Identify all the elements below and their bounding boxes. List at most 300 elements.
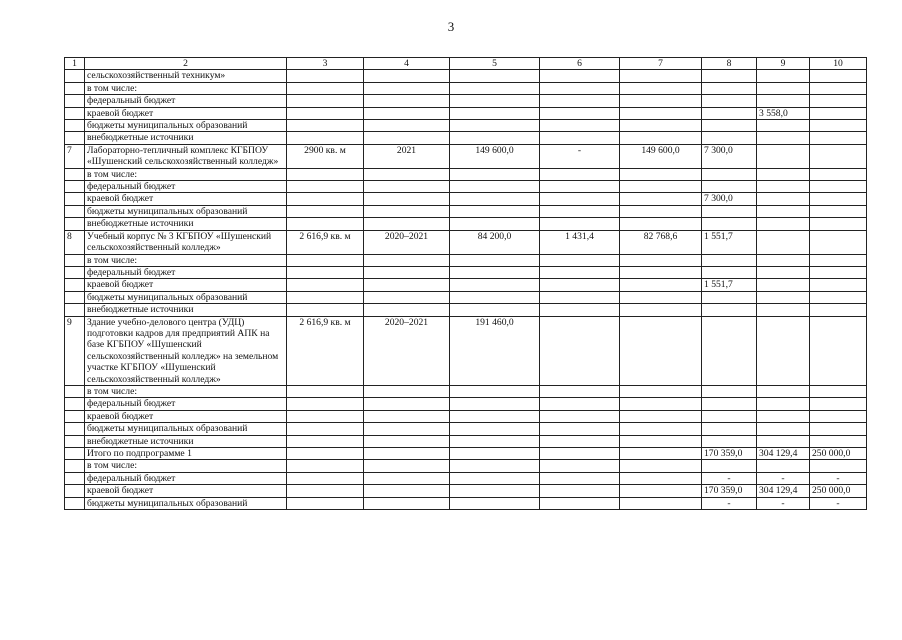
value-cell-col-8 xyxy=(702,70,757,82)
value-cell-col-3 xyxy=(287,70,364,82)
item-number-cell xyxy=(65,266,85,278)
value-cell-col-5 xyxy=(450,107,540,119)
value-cell-col-10 xyxy=(810,279,867,291)
value-cell-col-9 xyxy=(757,70,810,82)
item-name-cell: внебюджетные источники xyxy=(85,304,287,316)
value-cell-col-6 xyxy=(540,168,620,180)
item-number-cell: 8 xyxy=(65,230,85,254)
item-name-cell: Учебный корпус № 3 КГБПОУ «Шушенский сельскохозяйственный колледж» xyxy=(85,230,287,254)
item-number-cell xyxy=(65,181,85,193)
column-number-10: 10 xyxy=(810,58,867,70)
value-cell-col-6 xyxy=(540,205,620,217)
value-cell-col-9 xyxy=(757,82,810,94)
table-header-row xyxy=(65,58,867,70)
item-number-cell xyxy=(65,398,85,410)
item-name-cell: в том числе: xyxy=(85,385,287,397)
value-cell-col-8 xyxy=(702,460,757,472)
item-name-cell: в том числе: xyxy=(85,82,287,94)
value-cell-col-8 xyxy=(702,181,757,193)
value-cell-col-7 xyxy=(620,410,702,422)
column-number-7: 7 xyxy=(620,58,702,70)
value-cell-col-5 xyxy=(450,385,540,397)
value-cell-col-8 xyxy=(702,120,757,132)
table-row xyxy=(65,385,867,397)
page-number: 3 xyxy=(447,19,455,34)
table-row xyxy=(65,472,867,484)
value-cell-col-3 xyxy=(287,398,364,410)
value-cell-col-6 xyxy=(540,181,620,193)
item-name-cell: краевой бюджет xyxy=(85,279,287,291)
value-cell-col-7 xyxy=(620,304,702,316)
value-cell-col-3 xyxy=(287,181,364,193)
value-cell-col-10 xyxy=(810,168,867,180)
value-cell-col-4 xyxy=(364,254,450,266)
table-row xyxy=(65,398,867,410)
column-number-8: 8 xyxy=(702,58,757,70)
value-cell-col-7 xyxy=(620,82,702,94)
value-cell-col-5 xyxy=(450,448,540,460)
value-cell-col-8 xyxy=(702,205,757,217)
value-cell-col-5 xyxy=(450,472,540,484)
value-cell-col-3 xyxy=(287,120,364,132)
value-cell-col-9 xyxy=(757,230,810,254)
value-cell-col-10 xyxy=(810,120,867,132)
value-cell-col-3 xyxy=(287,218,364,230)
value-cell-col-4 xyxy=(364,205,450,217)
value-cell-col-10 xyxy=(810,230,867,254)
value-cell-col-6 xyxy=(540,279,620,291)
table-row xyxy=(65,181,867,193)
value-cell-col-9 xyxy=(757,181,810,193)
value-cell-col-9 xyxy=(757,218,810,230)
value-cell-col-6 xyxy=(540,398,620,410)
value-cell-col-5 xyxy=(450,82,540,94)
value-cell-col-4 xyxy=(364,70,450,82)
value-cell-col-7 xyxy=(620,460,702,472)
item-number-cell xyxy=(65,291,85,303)
value-cell-col-5: 191 460,0 xyxy=(450,316,540,385)
value-cell-col-9 xyxy=(757,254,810,266)
item-number-cell xyxy=(65,193,85,205)
value-cell-col-5 xyxy=(450,423,540,435)
item-name-cell: Лабораторно-тепличный комплекс КГБПОУ «Шушенский сельскохозяйственный колледж» xyxy=(85,144,287,168)
value-cell-col-8 xyxy=(702,95,757,107)
value-cell-col-9 xyxy=(757,304,810,316)
value-cell-col-7 xyxy=(620,316,702,385)
table-row xyxy=(65,107,867,119)
item-name-cell: краевой бюджет xyxy=(85,410,287,422)
value-cell-col-10 xyxy=(810,410,867,422)
value-cell-col-7 xyxy=(620,385,702,397)
column-number-5: 5 xyxy=(450,58,540,70)
item-name-cell: краевой бюджет xyxy=(85,193,287,205)
value-cell-col-8 xyxy=(702,385,757,397)
value-cell-col-9: 304 129,4 xyxy=(757,485,810,497)
value-cell-col-8 xyxy=(702,398,757,410)
item-name-cell: Итого по подпрограмме 1 xyxy=(85,448,287,460)
value-cell-col-6 xyxy=(540,448,620,460)
item-number-cell xyxy=(65,423,85,435)
value-cell-col-5 xyxy=(450,304,540,316)
value-cell-col-5 xyxy=(450,132,540,144)
value-cell-col-10: 250 000,0 xyxy=(810,485,867,497)
value-cell-col-4 xyxy=(364,266,450,278)
value-cell-col-5 xyxy=(450,291,540,303)
value-cell-col-10: 250 000,0 xyxy=(810,448,867,460)
item-name-cell: бюджеты муниципальных образований xyxy=(85,120,287,132)
item-name-cell: федеральный бюджет xyxy=(85,181,287,193)
value-cell-col-3 xyxy=(287,435,364,447)
item-number-cell xyxy=(65,120,85,132)
value-cell-col-3 xyxy=(287,266,364,278)
value-cell-col-7 xyxy=(620,107,702,119)
value-cell-col-9 xyxy=(757,423,810,435)
value-cell-col-5 xyxy=(450,218,540,230)
item-name-cell: федеральный бюджет xyxy=(85,472,287,484)
value-cell-col-10 xyxy=(810,304,867,316)
table-row xyxy=(65,460,867,472)
item-number-cell xyxy=(65,304,85,316)
item-number-cell xyxy=(65,70,85,82)
value-cell-col-5: 84 200,0 xyxy=(450,230,540,254)
value-cell-col-6 xyxy=(540,304,620,316)
value-cell-col-7 xyxy=(620,95,702,107)
item-name-cell: бюджеты муниципальных образований xyxy=(85,205,287,217)
table-row xyxy=(65,193,867,205)
value-cell-col-6 xyxy=(540,120,620,132)
value-cell-col-4 xyxy=(364,168,450,180)
item-name-cell: в том числе: xyxy=(85,168,287,180)
item-name-cell: краевой бюджет xyxy=(85,485,287,497)
value-cell-col-9 xyxy=(757,279,810,291)
value-cell-col-10 xyxy=(810,144,867,168)
table-row xyxy=(65,410,867,422)
value-cell-col-3 xyxy=(287,205,364,217)
value-cell-col-10: - xyxy=(810,472,867,484)
value-cell-col-7 xyxy=(620,435,702,447)
value-cell-col-10 xyxy=(810,460,867,472)
value-cell-col-3 xyxy=(287,460,364,472)
value-cell-col-4 xyxy=(364,132,450,144)
value-cell-col-4 xyxy=(364,398,450,410)
value-cell-col-3 xyxy=(287,485,364,497)
value-cell-col-8: - xyxy=(702,497,757,509)
value-cell-col-6 xyxy=(540,410,620,422)
value-cell-col-9 xyxy=(757,291,810,303)
value-cell-col-8 xyxy=(702,291,757,303)
value-cell-col-7 xyxy=(620,120,702,132)
value-cell-col-4 xyxy=(364,435,450,447)
value-cell-col-6 xyxy=(540,107,620,119)
value-cell-col-8: 170 359,0 xyxy=(702,448,757,460)
value-cell-col-4 xyxy=(364,410,450,422)
item-number-cell xyxy=(65,485,85,497)
value-cell-col-6: - xyxy=(540,144,620,168)
value-cell-col-4: 2020–2021 xyxy=(364,230,450,254)
table-row xyxy=(65,82,867,94)
value-cell-col-8: 7 300,0 xyxy=(702,144,757,168)
value-cell-col-9 xyxy=(757,385,810,397)
value-cell-col-4 xyxy=(364,472,450,484)
value-cell-col-8 xyxy=(702,107,757,119)
value-cell-col-6 xyxy=(540,70,620,82)
item-number-cell: 9 xyxy=(65,316,85,385)
value-cell-col-5 xyxy=(450,398,540,410)
value-cell-col-7: 149 600,0 xyxy=(620,144,702,168)
value-cell-col-6 xyxy=(540,385,620,397)
value-cell-col-3 xyxy=(287,107,364,119)
value-cell-col-9 xyxy=(757,205,810,217)
value-cell-col-4 xyxy=(364,423,450,435)
budget-table xyxy=(64,57,867,510)
value-cell-col-7 xyxy=(620,254,702,266)
item-name-cell: в том числе: xyxy=(85,254,287,266)
value-cell-col-3 xyxy=(287,132,364,144)
value-cell-col-9: - xyxy=(757,472,810,484)
value-cell-col-10 xyxy=(810,95,867,107)
column-number-4: 4 xyxy=(364,58,450,70)
value-cell-col-7 xyxy=(620,472,702,484)
value-cell-col-3 xyxy=(287,279,364,291)
value-cell-col-7 xyxy=(620,279,702,291)
value-cell-col-7 xyxy=(620,218,702,230)
value-cell-col-8: - xyxy=(702,472,757,484)
item-number-cell xyxy=(65,82,85,94)
table-row xyxy=(65,132,867,144)
item-number-cell xyxy=(65,95,85,107)
value-cell-col-8: 1 551,7 xyxy=(702,279,757,291)
item-number-cell xyxy=(65,448,85,460)
value-cell-col-5 xyxy=(450,181,540,193)
value-cell-col-4 xyxy=(364,460,450,472)
value-cell-col-6 xyxy=(540,460,620,472)
table-row xyxy=(65,304,867,316)
value-cell-col-5 xyxy=(450,254,540,266)
item-name-cell: внебюджетные источники xyxy=(85,132,287,144)
table-row xyxy=(65,144,867,168)
table-row xyxy=(65,435,867,447)
table-row xyxy=(65,120,867,132)
item-name-cell: в том числе: xyxy=(85,460,287,472)
value-cell-col-7 xyxy=(620,291,702,303)
table-row xyxy=(65,205,867,217)
item-number-cell xyxy=(65,132,85,144)
value-cell-col-3: 2900 кв. м xyxy=(287,144,364,168)
value-cell-col-6 xyxy=(540,254,620,266)
value-cell-col-10 xyxy=(810,316,867,385)
item-name-cell: сельскохозяйственный техникум» xyxy=(85,70,287,82)
value-cell-col-9 xyxy=(757,95,810,107)
value-cell-col-5 xyxy=(450,266,540,278)
value-cell-col-3 xyxy=(287,385,364,397)
value-cell-col-5 xyxy=(450,70,540,82)
table-row xyxy=(65,70,867,82)
value-cell-col-9: 304 129,4 xyxy=(757,448,810,460)
value-cell-col-6 xyxy=(540,132,620,144)
value-cell-col-3 xyxy=(287,423,364,435)
value-cell-col-6 xyxy=(540,472,620,484)
value-cell-col-9 xyxy=(757,460,810,472)
value-cell-col-3 xyxy=(287,304,364,316)
column-number-9: 9 xyxy=(757,58,810,70)
value-cell-col-4 xyxy=(364,120,450,132)
value-cell-col-8 xyxy=(702,168,757,180)
item-number-cell xyxy=(65,205,85,217)
value-cell-col-10 xyxy=(810,193,867,205)
table-row xyxy=(65,497,867,509)
value-cell-col-10 xyxy=(810,266,867,278)
value-cell-col-10 xyxy=(810,70,867,82)
value-cell-col-3 xyxy=(287,472,364,484)
table-row xyxy=(65,485,867,497)
value-cell-col-6 xyxy=(540,316,620,385)
value-cell-col-4: 2020–2021 xyxy=(364,316,450,385)
value-cell-col-10: - xyxy=(810,497,867,509)
value-cell-col-4 xyxy=(364,218,450,230)
value-cell-col-6 xyxy=(540,291,620,303)
value-cell-col-5 xyxy=(450,435,540,447)
value-cell-col-9 xyxy=(757,316,810,385)
column-number-2: 2 xyxy=(85,58,287,70)
item-name-cell: федеральный бюджет xyxy=(85,95,287,107)
value-cell-col-9: 3 558,0 xyxy=(757,107,810,119)
value-cell-col-3 xyxy=(287,95,364,107)
value-cell-col-4: 2021 xyxy=(364,144,450,168)
item-number-cell xyxy=(65,107,85,119)
value-cell-col-7 xyxy=(620,132,702,144)
item-number-cell: 7 xyxy=(65,144,85,168)
value-cell-col-9 xyxy=(757,398,810,410)
value-cell-col-6 xyxy=(540,218,620,230)
value-cell-col-7 xyxy=(620,423,702,435)
table-row xyxy=(65,218,867,230)
value-cell-col-5 xyxy=(450,279,540,291)
value-cell-col-9 xyxy=(757,120,810,132)
value-cell-col-10 xyxy=(810,205,867,217)
value-cell-col-7 xyxy=(620,485,702,497)
value-cell-col-4 xyxy=(364,497,450,509)
value-cell-col-10 xyxy=(810,435,867,447)
value-cell-col-8: 170 359,0 xyxy=(702,485,757,497)
value-cell-col-7 xyxy=(620,70,702,82)
item-number-cell xyxy=(65,410,85,422)
value-cell-col-5: 149 600,0 xyxy=(450,144,540,168)
value-cell-col-9 xyxy=(757,410,810,422)
value-cell-col-5 xyxy=(450,120,540,132)
value-cell-col-4 xyxy=(364,95,450,107)
item-number-cell xyxy=(65,279,85,291)
value-cell-col-5 xyxy=(450,168,540,180)
value-cell-col-6 xyxy=(540,266,620,278)
value-cell-col-7 xyxy=(620,497,702,509)
item-number-cell xyxy=(65,435,85,447)
table-row xyxy=(65,168,867,180)
item-name-cell: внебюджетные источники xyxy=(85,218,287,230)
value-cell-col-3 xyxy=(287,497,364,509)
value-cell-col-3 xyxy=(287,168,364,180)
value-cell-col-3 xyxy=(287,291,364,303)
value-cell-col-5 xyxy=(450,497,540,509)
value-cell-col-7 xyxy=(620,168,702,180)
value-cell-col-3 xyxy=(287,410,364,422)
value-cell-col-8 xyxy=(702,304,757,316)
value-cell-col-8 xyxy=(702,266,757,278)
value-cell-col-4 xyxy=(364,279,450,291)
table-row xyxy=(65,448,867,460)
value-cell-col-8 xyxy=(702,254,757,266)
item-name-cell: бюджеты муниципальных образований xyxy=(85,423,287,435)
value-cell-col-9 xyxy=(757,144,810,168)
item-number-cell xyxy=(65,472,85,484)
column-number-1: 1 xyxy=(65,58,85,70)
item-number-cell xyxy=(65,460,85,472)
column-number-3: 3 xyxy=(287,58,364,70)
column-number-6: 6 xyxy=(540,58,620,70)
value-cell-col-6: 1 431,4 xyxy=(540,230,620,254)
value-cell-col-7 xyxy=(620,398,702,410)
value-cell-col-3: 2 616,9 кв. м xyxy=(287,316,364,385)
value-cell-col-6 xyxy=(540,193,620,205)
value-cell-col-9 xyxy=(757,435,810,447)
value-cell-col-9 xyxy=(757,132,810,144)
value-cell-col-7 xyxy=(620,193,702,205)
table-row xyxy=(65,423,867,435)
value-cell-col-7 xyxy=(620,266,702,278)
value-cell-col-5 xyxy=(450,95,540,107)
value-cell-col-5 xyxy=(450,460,540,472)
value-cell-col-10 xyxy=(810,423,867,435)
item-name-cell: внебюджетные источники xyxy=(85,435,287,447)
value-cell-col-7 xyxy=(620,205,702,217)
value-cell-col-5 xyxy=(450,485,540,497)
value-cell-col-8 xyxy=(702,218,757,230)
value-cell-col-6 xyxy=(540,82,620,94)
value-cell-col-8 xyxy=(702,423,757,435)
value-cell-col-3 xyxy=(287,448,364,460)
table-row xyxy=(65,230,867,254)
item-number-cell xyxy=(65,168,85,180)
value-cell-col-10 xyxy=(810,82,867,94)
value-cell-col-8 xyxy=(702,435,757,447)
value-cell-col-4 xyxy=(364,448,450,460)
value-cell-col-3 xyxy=(287,254,364,266)
value-cell-col-6 xyxy=(540,435,620,447)
table-row xyxy=(65,291,867,303)
value-cell-col-9: - xyxy=(757,497,810,509)
value-cell-col-8: 1 551,7 xyxy=(702,230,757,254)
item-name-cell: краевой бюджет xyxy=(85,107,287,119)
value-cell-col-3 xyxy=(287,82,364,94)
value-cell-col-10 xyxy=(810,181,867,193)
value-cell-col-8 xyxy=(702,132,757,144)
item-number-cell xyxy=(65,497,85,509)
value-cell-col-4 xyxy=(364,385,450,397)
value-cell-col-9 xyxy=(757,193,810,205)
item-name-cell: Здание учебно-делового центра (УДЦ) подготовки кадров для предприятий АПК на базе КГБПОУ «Шушенский сельскохозяйственный колледж» на земельном участке КГБПОУ «Шушенский сельскохозяйственный колледж» xyxy=(85,316,287,385)
value-cell-col-7 xyxy=(620,181,702,193)
value-cell-col-4 xyxy=(364,193,450,205)
value-cell-col-10 xyxy=(810,132,867,144)
value-cell-col-4 xyxy=(364,107,450,119)
value-cell-col-4 xyxy=(364,181,450,193)
value-cell-col-10 xyxy=(810,218,867,230)
value-cell-col-4 xyxy=(364,82,450,94)
value-cell-col-5 xyxy=(450,205,540,217)
value-cell-col-8 xyxy=(702,410,757,422)
value-cell-col-10 xyxy=(810,398,867,410)
value-cell-col-4 xyxy=(364,485,450,497)
value-cell-col-10 xyxy=(810,291,867,303)
